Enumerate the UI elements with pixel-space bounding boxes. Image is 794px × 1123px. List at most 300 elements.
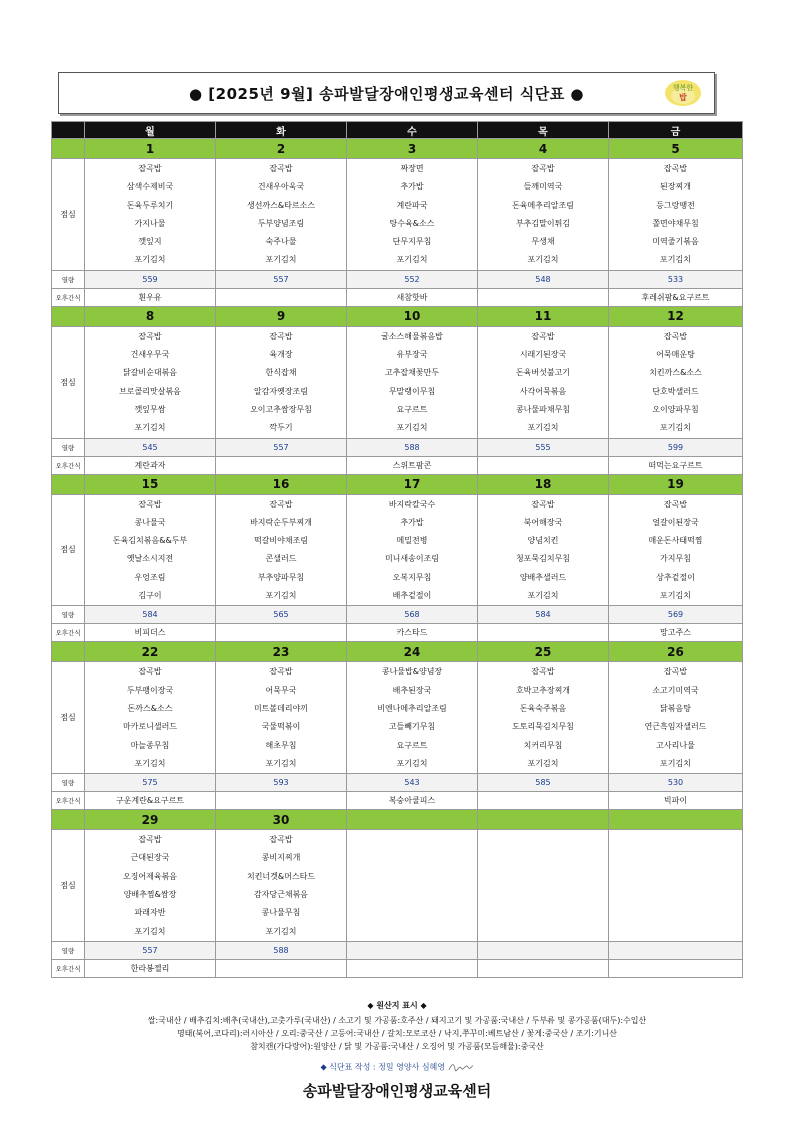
snack-label: 오후간식 bbox=[52, 959, 85, 977]
menu-item: 돈까스&소스 bbox=[127, 703, 173, 713]
menu-item: 포기김치 bbox=[134, 758, 166, 768]
menu-cell bbox=[85, 326, 216, 438]
menu-item: 한식잡채 bbox=[265, 368, 297, 378]
menu-item: 고사리나물 bbox=[656, 740, 695, 750]
menu-item: 잡곡밥 bbox=[269, 331, 293, 341]
calorie-label: 열량 bbox=[52, 270, 85, 288]
menu-item: 고추잡채꽃만두 bbox=[384, 368, 440, 378]
menu-item: 포기김치 bbox=[396, 423, 428, 433]
menu-item: 짜장면 bbox=[400, 164, 424, 173]
menu-item: 콩나물밥&양념장 bbox=[381, 667, 443, 677]
menu-cell bbox=[347, 326, 478, 438]
snack-cell: 새참핫바 bbox=[347, 288, 478, 306]
calorie-cell bbox=[478, 941, 609, 959]
menu-item: 돈육메추리알조림 bbox=[512, 200, 574, 210]
snack-cell: 떠먹는요구르트 bbox=[609, 456, 743, 474]
menu-item: 추가밥 bbox=[400, 517, 424, 527]
snack-cell bbox=[478, 959, 609, 977]
snack-cell: 흰우유 bbox=[85, 288, 216, 306]
menu-item-list bbox=[478, 327, 608, 438]
menu-item: 육개장 bbox=[269, 350, 293, 360]
menu-item: 생선까스&타르소스 bbox=[246, 200, 316, 210]
menu-item: 깻잎지 bbox=[138, 237, 162, 247]
menu-item: 감자당근채볶음 bbox=[253, 890, 309, 900]
menu-item: 배추겉절이 bbox=[392, 591, 432, 601]
snack-cell bbox=[609, 959, 743, 977]
menu-item: 콩나물파채무침 bbox=[515, 404, 571, 414]
date-cell bbox=[478, 810, 609, 830]
menu-item: 콩비지찌개 bbox=[261, 853, 301, 863]
calorie-cell: 584 bbox=[478, 606, 609, 624]
menu-cell bbox=[216, 159, 347, 271]
menu-cell bbox=[85, 494, 216, 606]
lunch-label: 점심 bbox=[52, 830, 85, 942]
menu-cell bbox=[85, 830, 216, 942]
lunch-row bbox=[52, 326, 743, 438]
menu-item: 깍두기 bbox=[269, 423, 293, 433]
menu-cell bbox=[85, 159, 216, 271]
calorie-cell: 557 bbox=[85, 941, 216, 959]
date-cell: 9 bbox=[216, 306, 347, 326]
snack-cell bbox=[347, 959, 478, 977]
menu-cell bbox=[478, 494, 609, 606]
lunch-row bbox=[52, 494, 743, 606]
menu-item: 잡곡밥 bbox=[138, 164, 162, 173]
menu-item: 양배추샐러드 bbox=[519, 572, 567, 582]
date-cell: 30 bbox=[216, 810, 347, 830]
snack-cell: 한라봉젤리 bbox=[85, 959, 216, 977]
menu-item: 포기김치 bbox=[134, 423, 166, 433]
date-cell: 18 bbox=[478, 474, 609, 494]
weekday-wed: 수 bbox=[347, 122, 478, 139]
menu-item: 미트볼데리야끼 bbox=[253, 703, 309, 713]
snack-label: 오후간식 bbox=[52, 288, 85, 306]
menu-item: 잡곡밥 bbox=[138, 835, 162, 845]
calorie-cell: 575 bbox=[85, 774, 216, 792]
menu-item: 배추된장국 bbox=[392, 685, 432, 695]
date-cell: 26 bbox=[609, 642, 743, 662]
menu-item bbox=[609, 868, 742, 886]
menu-item-list bbox=[347, 495, 477, 606]
calorie-cell: 599 bbox=[609, 438, 743, 456]
menu-item: 연근흑임자샐러드 bbox=[644, 722, 707, 732]
menu-cell bbox=[478, 662, 609, 774]
date-cell: 15 bbox=[85, 474, 216, 494]
menu-item: 들깨미역국 bbox=[523, 182, 563, 192]
menu-item-list bbox=[347, 830, 477, 941]
menu-item bbox=[478, 831, 608, 849]
date-row bbox=[52, 306, 743, 326]
menu-cell bbox=[216, 662, 347, 774]
date-cell: 3 bbox=[347, 139, 478, 159]
menu-item: 양념치킨 bbox=[527, 536, 559, 546]
menu-item: 오복지무침 bbox=[392, 572, 432, 582]
date-cell: 5 bbox=[609, 139, 743, 159]
corner-cell bbox=[52, 122, 85, 139]
date-cell bbox=[347, 810, 478, 830]
menu-item: 돈육버섯불고기 bbox=[515, 368, 571, 378]
menu-item: 잡곡밥 bbox=[138, 331, 162, 341]
date-cell: 8 bbox=[85, 306, 216, 326]
menu-item: 건새우아욱국 bbox=[257, 182, 305, 192]
menu-item: 포기김치 bbox=[134, 255, 166, 265]
menu-item: 어묵매운탕 bbox=[656, 350, 695, 360]
menu-item: 포기김치 bbox=[265, 758, 297, 768]
menu-item: 포기김치 bbox=[660, 423, 691, 433]
menu-item: 마늘종무침 bbox=[130, 740, 170, 750]
snack-cell bbox=[216, 624, 347, 642]
menu-item: 탕수육&소스 bbox=[389, 218, 435, 228]
menu-item-list bbox=[478, 159, 608, 270]
snack-cell: 망고주스 bbox=[609, 624, 743, 642]
snack-cell: 후레쉬팜&요구르트 bbox=[609, 288, 743, 306]
menu-item: 국물떡볶이 bbox=[261, 722, 301, 732]
menu-item: 닭볶음탕 bbox=[660, 703, 691, 713]
menu-item-list bbox=[85, 495, 215, 606]
menu-cell bbox=[216, 494, 347, 606]
menu-cell bbox=[347, 830, 478, 942]
calorie-cell: 593 bbox=[216, 774, 347, 792]
snack-row bbox=[52, 456, 743, 474]
menu-item: 잡곡밥 bbox=[531, 499, 555, 509]
calorie-cell: 584 bbox=[85, 606, 216, 624]
menu-item bbox=[347, 868, 477, 886]
snack-label: 오후간식 bbox=[52, 456, 85, 474]
menu-cell bbox=[478, 830, 609, 942]
snack-row bbox=[52, 959, 743, 977]
menu-item bbox=[347, 886, 477, 904]
weekday-mon: 월 bbox=[85, 122, 216, 139]
menu-item: 가지무침 bbox=[660, 554, 691, 564]
calorie-cell: 559 bbox=[85, 270, 216, 288]
menu-item: 잡곡밥 bbox=[663, 499, 688, 509]
menu-item: 포기김치 bbox=[396, 758, 428, 768]
menu-item-list bbox=[609, 327, 742, 438]
menu-item: 김구이 bbox=[138, 591, 162, 601]
calorie-cell: 552 bbox=[347, 270, 478, 288]
menu-item: 바지락순두부찌개 bbox=[250, 517, 312, 527]
snack-cell bbox=[478, 456, 609, 474]
menu-item: 사각어묵볶음 bbox=[519, 386, 567, 396]
calorie-cell: 557 bbox=[216, 270, 347, 288]
menu-item-list bbox=[478, 495, 608, 606]
menu-item: 호박고추장찌개 bbox=[515, 685, 571, 695]
menu-item: 오이양파무침 bbox=[652, 404, 699, 414]
menu-item-list bbox=[609, 662, 742, 773]
menu-item: 치킨까스&소스 bbox=[649, 368, 702, 378]
menu-item bbox=[478, 868, 608, 886]
calorie-label: 열량 bbox=[52, 774, 85, 792]
menu-item bbox=[609, 904, 742, 922]
menu-item: 잡곡밥 bbox=[663, 164, 688, 173]
menu-item: 치커리무침 bbox=[523, 740, 563, 750]
menu-item: 돈육김치볶음&&두부 bbox=[112, 536, 188, 546]
menu-item: 돈육두루치기 bbox=[126, 200, 174, 210]
date-label-cell bbox=[52, 642, 85, 662]
snack-row bbox=[52, 792, 743, 810]
date-cell: 24 bbox=[347, 642, 478, 662]
weekday-tue: 화 bbox=[216, 122, 347, 139]
menu-item: 잡곡밥 bbox=[531, 164, 555, 173]
menu-item-list bbox=[85, 830, 215, 941]
menu-author bbox=[0, 1061, 794, 1073]
snack-cell bbox=[216, 456, 347, 474]
menu-item: 미니새송이조림 bbox=[384, 554, 440, 564]
signature-icon bbox=[448, 1061, 474, 1073]
menu-item-list bbox=[216, 662, 346, 773]
menu-item-list bbox=[85, 159, 215, 270]
menu-item: 콩나물무침 bbox=[261, 908, 301, 918]
origin-line-1: 쌀:국내산 / 배추김치:배추(국내산),고춧가루(국내산) / 소고기 및 가공품:호주산 / 돼지고기 및 가공품:국내산 / 두부류 및 콩가공품(대두):수입산 bbox=[147, 1016, 647, 1025]
menu-cell bbox=[216, 830, 347, 942]
weekday-thu: 목 bbox=[478, 122, 609, 139]
lunch-label: 점심 bbox=[52, 494, 85, 606]
menu-item: 잡곡밥 bbox=[531, 667, 555, 677]
date-row bbox=[52, 810, 743, 830]
menu-item-list bbox=[85, 327, 215, 438]
calorie-cell bbox=[347, 941, 478, 959]
menu-item: 포기김치 bbox=[527, 758, 559, 768]
calorie-cell: 568 bbox=[347, 606, 478, 624]
lunch-row bbox=[52, 159, 743, 271]
menu-item: 치킨너겟&머스타드 bbox=[246, 871, 316, 881]
snack-cell: 스위트팜콘 bbox=[347, 456, 478, 474]
calorie-cell: 588 bbox=[347, 438, 478, 456]
menu-item: 포기김치 bbox=[660, 758, 691, 768]
menu-item: 포기김치 bbox=[527, 591, 559, 601]
menu-item: 포기김치 bbox=[265, 255, 297, 265]
menu-item bbox=[478, 904, 608, 922]
menu-cell bbox=[609, 159, 743, 271]
menu-cell bbox=[478, 159, 609, 271]
snack-cell: 카스타드 bbox=[347, 624, 478, 642]
menu-item: 돈육숙주볶음 bbox=[519, 703, 567, 713]
menu-item: 무말랭이무침 bbox=[388, 386, 436, 396]
menu-item: 오이고추쌈장무침 bbox=[250, 404, 312, 414]
menu-item: 알감자옛장조림 bbox=[253, 386, 309, 396]
calorie-row bbox=[52, 774, 743, 792]
lunch-row bbox=[52, 662, 743, 774]
date-row bbox=[52, 139, 743, 159]
snack-cell: 빅파이 bbox=[609, 792, 743, 810]
snack-row bbox=[52, 624, 743, 642]
menu-item: 잡곡밥 bbox=[138, 667, 162, 677]
menu-item: 떡갈비야채조림 bbox=[253, 536, 309, 546]
menu-item: 상추겉절이 bbox=[656, 572, 695, 582]
menu-item-list bbox=[478, 662, 608, 773]
menu-item: 요구르트 bbox=[396, 404, 428, 414]
date-cell: 29 bbox=[85, 810, 216, 830]
menu-item bbox=[609, 886, 742, 904]
date-label-cell bbox=[52, 306, 85, 326]
calorie-cell: 565 bbox=[216, 606, 347, 624]
menu-item: 굴소스해물볶음밥 bbox=[381, 331, 443, 341]
menu-item: 포기김치 bbox=[265, 926, 297, 936]
menu-item: 포기김치 bbox=[396, 255, 428, 265]
lunch-label: 점심 bbox=[52, 159, 85, 271]
snack-cell: 구운계란&요구르트 bbox=[85, 792, 216, 810]
date-cell: 1 bbox=[85, 139, 216, 159]
menu-item: 콩나물국 bbox=[134, 517, 166, 527]
menu-item: 잡곡밥 bbox=[663, 667, 688, 677]
menu-item: 가지나물 bbox=[134, 218, 166, 228]
calorie-cell: 543 bbox=[347, 774, 478, 792]
calorie-cell: 545 bbox=[85, 438, 216, 456]
snack-cell bbox=[478, 288, 609, 306]
calorie-cell: 569 bbox=[609, 606, 743, 624]
menu-item: 유부장국 bbox=[396, 350, 428, 360]
date-row bbox=[52, 642, 743, 662]
calorie-cell: 530 bbox=[609, 774, 743, 792]
menu-item: 얼갈이된장국 bbox=[652, 517, 699, 527]
menu-item: 포기김치 bbox=[660, 591, 691, 601]
svg-text:밥: 밥 bbox=[679, 93, 687, 102]
date-cell: 17 bbox=[347, 474, 478, 494]
lunch-row bbox=[52, 830, 743, 942]
menu-item: 된장찌개 bbox=[660, 182, 691, 192]
menu-item: 소고기미역국 bbox=[652, 685, 699, 695]
menu-item bbox=[609, 849, 742, 867]
menu-item: 콘샐러드 bbox=[265, 554, 297, 564]
menu-item: 삼색수제비국 bbox=[126, 182, 174, 192]
snack-label: 오후간식 bbox=[52, 792, 85, 810]
menu-item-list bbox=[609, 159, 742, 270]
calorie-cell bbox=[609, 941, 743, 959]
origin-title: ◆ 원산지 표시 ◆ bbox=[367, 1001, 427, 1010]
author-text: ◆ 식단표 작성 : 정밀 영양사 심혜영 bbox=[320, 1062, 446, 1072]
menu-cell bbox=[609, 662, 743, 774]
date-cell: 12 bbox=[609, 306, 743, 326]
calorie-label: 열량 bbox=[52, 438, 85, 456]
menu-item: 쫄면야채무침 bbox=[652, 218, 699, 228]
menu-item: 포기김치 bbox=[134, 926, 166, 936]
menu-item-list bbox=[609, 830, 742, 941]
menu-cell bbox=[609, 830, 743, 942]
menu-item-list bbox=[216, 327, 346, 438]
calorie-row bbox=[52, 270, 743, 288]
date-cell: 22 bbox=[85, 642, 216, 662]
menu-item: 잡곡밥 bbox=[269, 164, 293, 173]
menu-item: 옛날소시지전 bbox=[126, 554, 174, 564]
menu-item: 파래자반 bbox=[134, 908, 166, 918]
menu-item bbox=[347, 831, 477, 849]
menu-item-list bbox=[478, 830, 608, 941]
snack-cell bbox=[216, 288, 347, 306]
menu-item: 브로콜리맛살볶음 bbox=[119, 386, 181, 396]
menu-item: 양배추찜&쌈장 bbox=[123, 890, 177, 900]
menu-cell bbox=[347, 159, 478, 271]
menu-item: 북어해장국 bbox=[523, 517, 563, 527]
calorie-cell: 548 bbox=[478, 270, 609, 288]
menu-cell bbox=[609, 326, 743, 438]
snack-cell bbox=[216, 959, 347, 977]
menu-item: 시래기된장국 bbox=[519, 350, 567, 360]
snack-cell: 복숭아쿨피스 bbox=[347, 792, 478, 810]
menu-item: 건새우무국 bbox=[130, 350, 170, 360]
menu-item-list bbox=[85, 662, 215, 773]
origin-line-3: 참치캔(가다랑어):원양산 / 닭 및 가공품:국내산 / 오징어 및 가공품(모듬해물):중국산 bbox=[250, 1042, 544, 1051]
date-cell: 11 bbox=[478, 306, 609, 326]
calorie-label: 열량 bbox=[52, 606, 85, 624]
menu-item: 미역줄기볶음 bbox=[652, 237, 699, 247]
date-label-cell bbox=[52, 810, 85, 830]
lunch-label: 점심 bbox=[52, 326, 85, 438]
menu-item: 도토리묵김치무침 bbox=[512, 722, 574, 732]
menu-item bbox=[478, 886, 608, 904]
menu-item: 무생채 bbox=[531, 237, 555, 247]
menu-item-list bbox=[216, 159, 346, 270]
snack-cell: 비피더스 bbox=[85, 624, 216, 642]
date-cell: 4 bbox=[478, 139, 609, 159]
weekday-fri: 금 bbox=[609, 122, 743, 139]
calorie-cell: 533 bbox=[609, 270, 743, 288]
calorie-row bbox=[52, 438, 743, 456]
center-logo bbox=[662, 76, 704, 108]
date-row bbox=[52, 474, 743, 494]
snack-cell bbox=[216, 792, 347, 810]
menu-item-list bbox=[609, 495, 742, 606]
snack-cell: 계란과자 bbox=[85, 456, 216, 474]
menu-cell bbox=[85, 662, 216, 774]
date-label-cell bbox=[52, 139, 85, 159]
menu-item: 우엉조림 bbox=[134, 572, 166, 582]
menu-item-list bbox=[347, 327, 477, 438]
menu-item: 어묵무국 bbox=[265, 685, 297, 695]
menu-item: 추가밥 bbox=[400, 182, 424, 192]
menu-item: 닭갈비순대볶음 bbox=[122, 368, 178, 378]
menu-item: 비엔나메추리알조림 bbox=[377, 703, 447, 713]
menu-item: 부추김말이튀김 bbox=[515, 218, 571, 228]
date-cell: 25 bbox=[478, 642, 609, 662]
calorie-label: 열량 bbox=[52, 941, 85, 959]
menu-item bbox=[609, 923, 742, 941]
menu-item: 잡곡밥 bbox=[531, 331, 555, 341]
center-name: 송파발달장애인평생교육센터 bbox=[302, 1082, 492, 1100]
menu-item: 잡곡밥 bbox=[269, 499, 293, 509]
calorie-cell: 555 bbox=[478, 438, 609, 456]
date-cell: 16 bbox=[216, 474, 347, 494]
menu-cell bbox=[478, 326, 609, 438]
calorie-cell: 557 bbox=[216, 438, 347, 456]
menu-item: 단호박샐러드 bbox=[652, 386, 699, 396]
menu-item: 해초무침 bbox=[265, 740, 297, 750]
weekday-header-row bbox=[52, 122, 743, 139]
menu-item bbox=[478, 923, 608, 941]
calorie-row bbox=[52, 606, 743, 624]
menu-item: 근대된장국 bbox=[130, 853, 170, 863]
date-cell: 10 bbox=[347, 306, 478, 326]
menu-cell bbox=[347, 494, 478, 606]
calorie-cell: 585 bbox=[478, 774, 609, 792]
lunch-label: 점심 bbox=[52, 662, 85, 774]
menu-item: 단무지무침 bbox=[392, 237, 432, 247]
date-cell: 23 bbox=[216, 642, 347, 662]
menu-item: 오징어제육볶음 bbox=[122, 871, 178, 881]
date-label-cell bbox=[52, 474, 85, 494]
snack-cell bbox=[478, 624, 609, 642]
menu-item bbox=[347, 849, 477, 867]
menu-item: 포기김치 bbox=[527, 423, 559, 433]
date-cell: 19 bbox=[609, 474, 743, 494]
menu-cell bbox=[609, 494, 743, 606]
snack-row bbox=[52, 288, 743, 306]
menu-item: 메밀전병 bbox=[396, 536, 428, 546]
page-title: ● [2025년 9월] 송파발달장애인평생교육센터 식단표 ● bbox=[58, 72, 715, 114]
menu-table bbox=[51, 121, 743, 978]
date-cell bbox=[609, 810, 743, 830]
menu-item: 잡곡밥 bbox=[269, 667, 293, 677]
menu-item: 잡곡밥 bbox=[269, 835, 293, 845]
